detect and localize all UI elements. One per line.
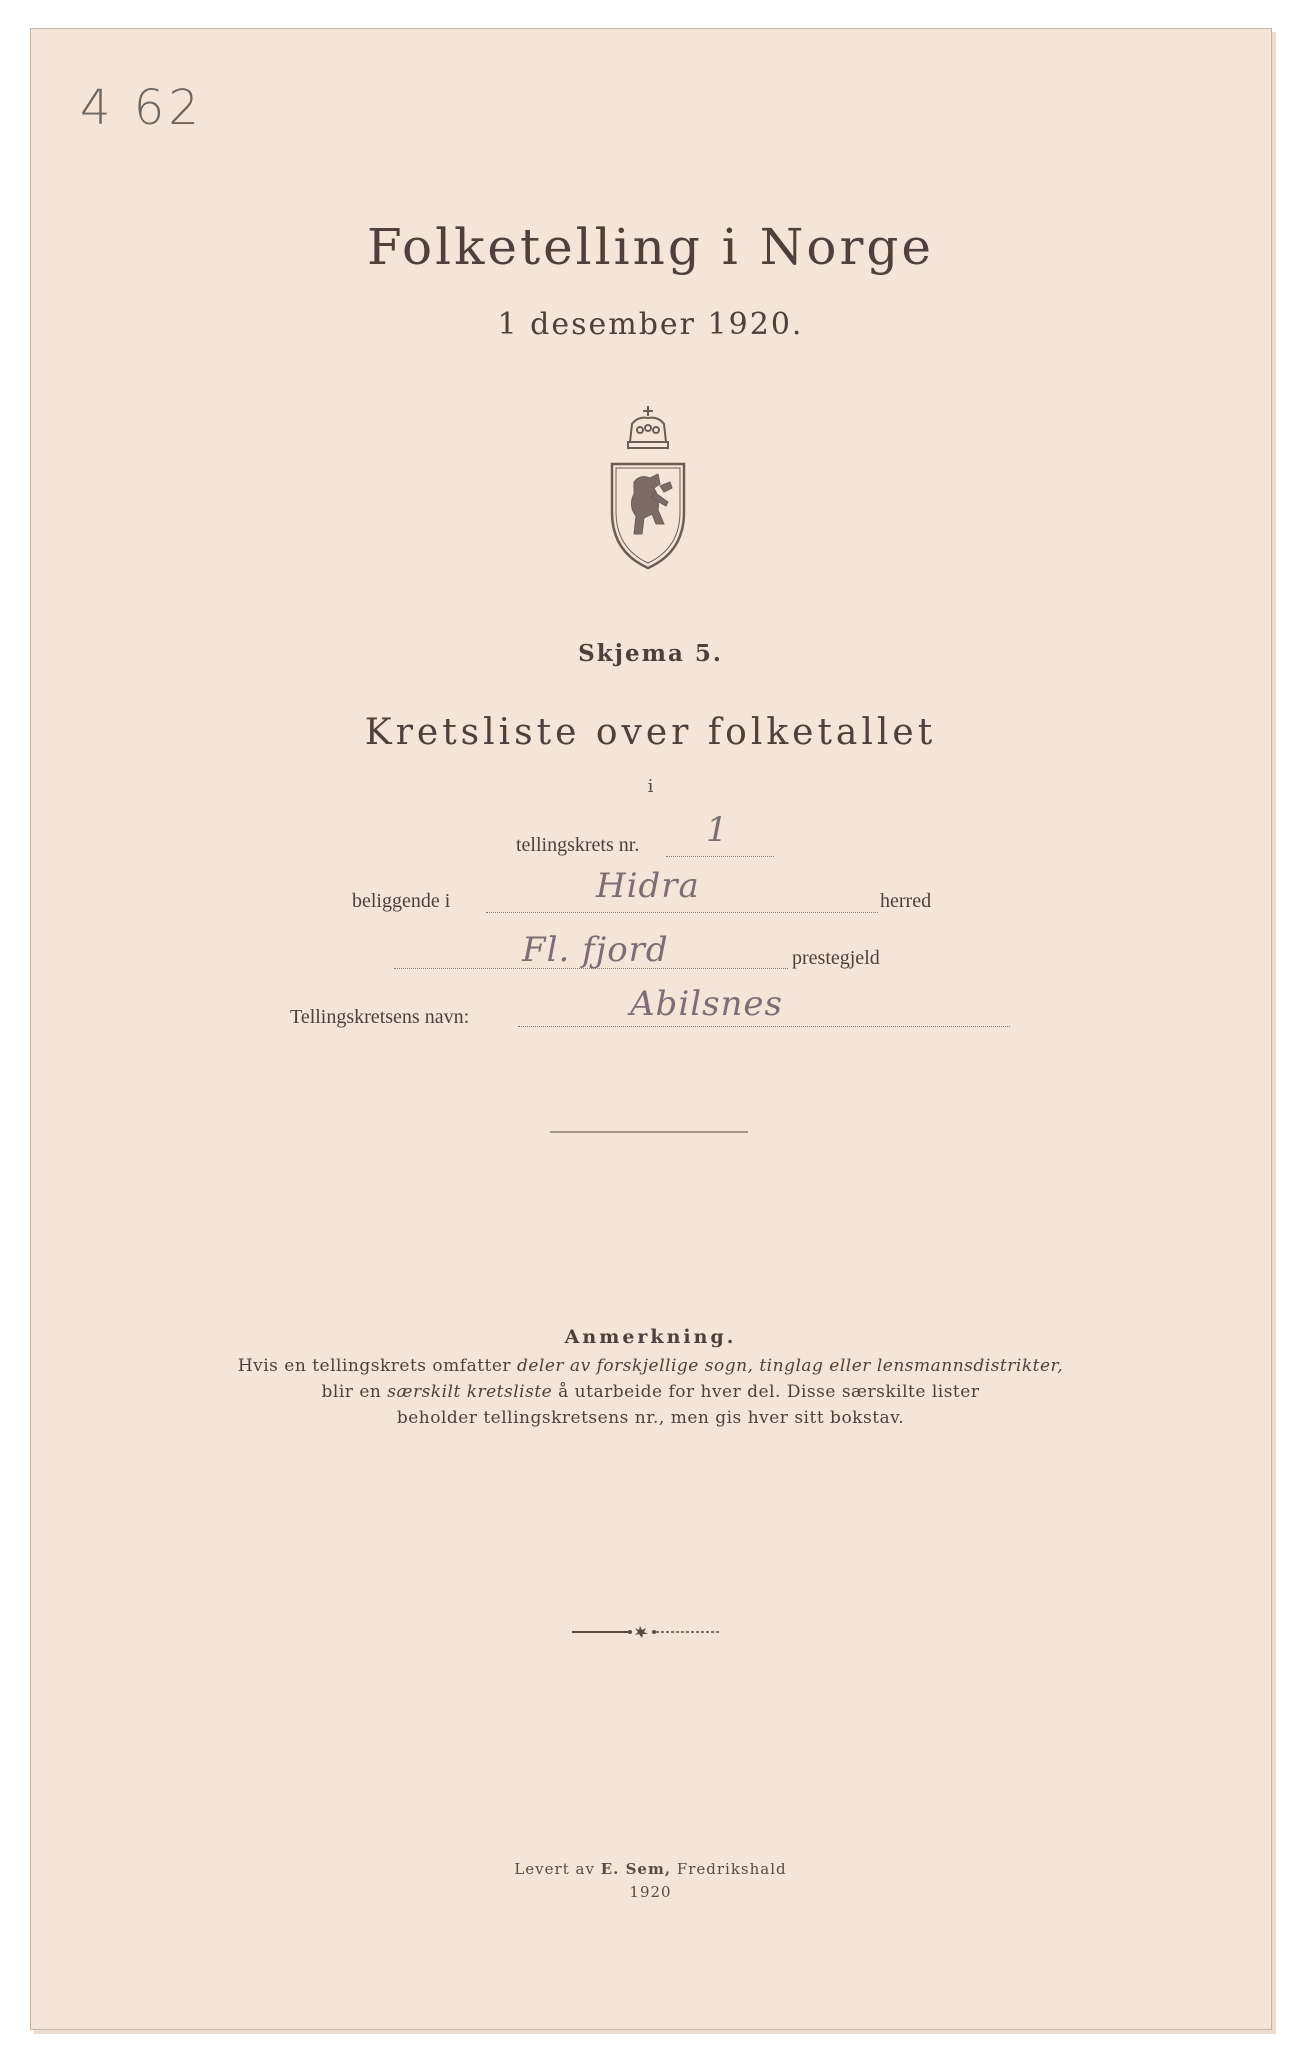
located-in-value: Hidra — [596, 866, 700, 906]
archive-number: 4 62 — [80, 80, 203, 136]
herred-label: herred — [880, 890, 932, 912]
note-line-1-text: Hvis en tellingskrets omfatter — [237, 1356, 517, 1376]
publisher-city: Fredrikshald — [671, 1860, 787, 1878]
prestegjeld-label: prestegjeld — [792, 947, 880, 969]
form-number: Skjema 5. — [578, 640, 723, 667]
note-line-2-emphasis: særskilt kretsliste — [387, 1382, 553, 1402]
note-line-2 — [0, 1382, 1301, 1402]
district-name-line — [518, 1026, 1010, 1027]
located-in-line — [486, 912, 878, 913]
located-in-label: beliggende i — [352, 890, 451, 912]
note-line-1-emphasis: deler av forskjellige sogn, tinglag eller lensmannsdistrikter, — [516, 1356, 1064, 1376]
district-name-label: Tellingskretsens navn: — [290, 1006, 470, 1028]
section-divider — [550, 1131, 748, 1133]
parish-value: Fl. fjord — [522, 930, 669, 970]
note-line-2-text-a: blir en — [321, 1382, 388, 1402]
note-heading: Anmerkning. — [564, 1326, 737, 1348]
district-number-label: tellingskrets nr. — [516, 834, 640, 856]
publisher-prefix: Levert av — [514, 1860, 601, 1878]
note-line-2-text-b: å utarbeide for hver del. Disse særskilte lister — [552, 1382, 980, 1402]
publisher-line — [0, 1860, 1301, 1878]
district-number-line — [666, 856, 774, 857]
publisher-year: 1920 — [629, 1883, 672, 1901]
census-date: 1 desember 1920. — [497, 307, 804, 342]
form-title: Kretsliste over folketallet — [364, 712, 937, 753]
note-line-3: beholder tellingskretsens nr., men gis hver sitt bokstav. — [396, 1408, 905, 1428]
ornament-divider-icon — [572, 1625, 722, 1639]
form-title-preposition: i — [647, 776, 654, 797]
coat-of-arms-icon — [598, 402, 698, 572]
page-title: Folketelling i Norge — [367, 218, 934, 276]
note-line-1 — [0, 1356, 1301, 1376]
district-number-value: 1 — [706, 810, 729, 850]
district-name-value: Abilsnes — [630, 984, 783, 1024]
publisher-name: E. Sem, — [600, 1860, 672, 1878]
